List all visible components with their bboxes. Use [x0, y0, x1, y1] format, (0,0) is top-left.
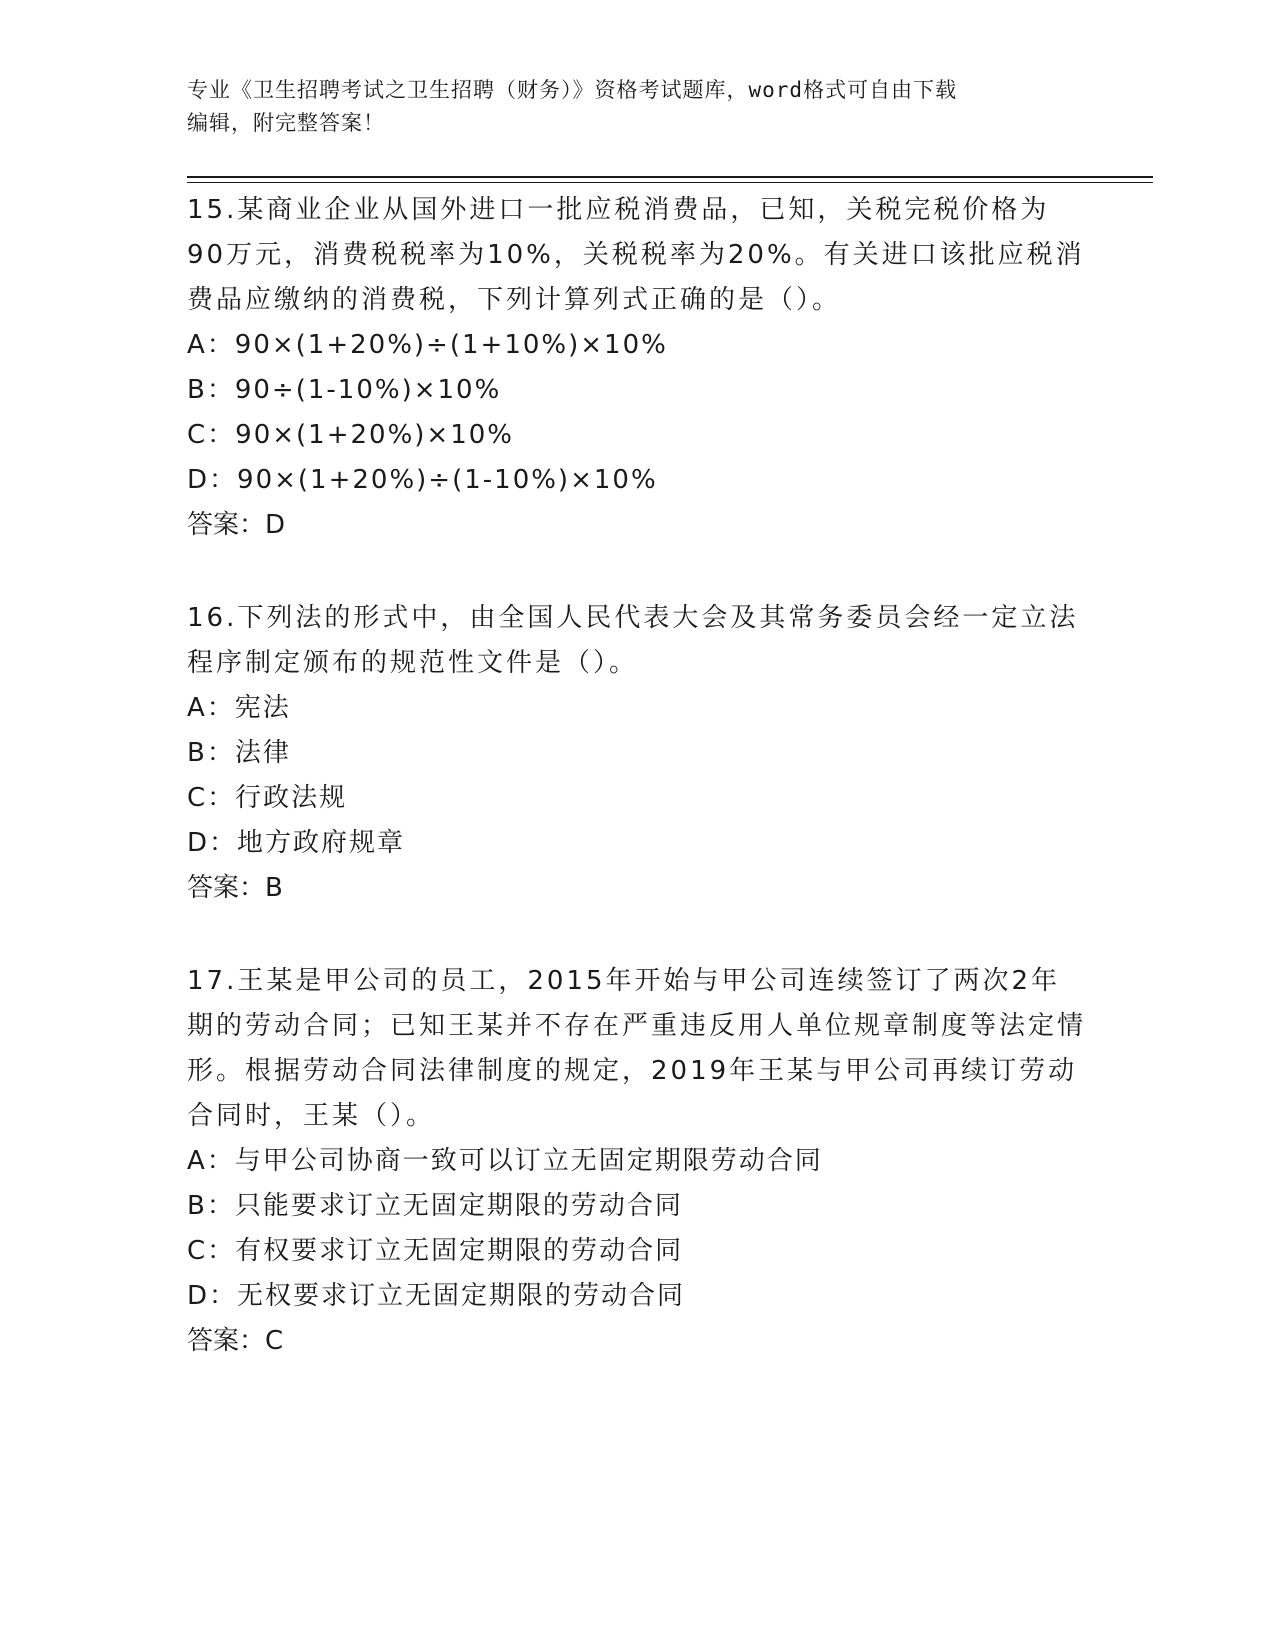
answer-label: 答案：D [187, 510, 286, 540]
option-d: D：90×(1+20%)÷(1-10%)×10% [187, 465, 658, 495]
option-b: B：只能要求订立无固定期限的劳动合同 [187, 1191, 683, 1221]
header-line-1: 专业《卫生招聘考试之卫生招聘（财务）》资格考试题库，word格式可自由下载 [187, 78, 958, 102]
option-c: C：有权要求订立无固定期限的劳动合同 [187, 1236, 684, 1266]
option-c: C：90×(1+20%)×10% [187, 420, 515, 450]
question-17 [187, 959, 1087, 1364]
option-a: A：90×(1+20%)÷(1+10%)×10% [187, 330, 668, 360]
question-list [187, 188, 1087, 1412]
answer-label: 答案：B [187, 873, 283, 903]
option-b: B：法律 [187, 738, 291, 768]
question-15 [187, 188, 1087, 548]
question-16 [187, 596, 1087, 911]
option-a: A：宪法 [187, 693, 291, 723]
header-divider-thin [187, 182, 1153, 183]
header-divider-thick [187, 176, 1153, 178]
header-line-2: 编辑，附完整答案！ [187, 111, 385, 135]
option-d: D：地方政府规章 [187, 828, 406, 858]
option-d: D：无权要求订立无固定期限的劳动合同 [187, 1281, 686, 1311]
question-text: 16.下列法的形式中，由全国人民代表大会及其常务委员会经一定立法程序制定颁布的规范性文件是（）。 [187, 603, 1079, 678]
option-a: A：与甲公司协商一致可以订立无固定期限劳动合同 [187, 1146, 823, 1176]
option-c: C：行政法规 [187, 783, 348, 813]
question-text: 15.某商业企业从国外进口一批应税消费品，已知，关税完税价格为90万元，消费税税率为10%，关税税率为20%。有关进口该批应税消费品应缴纳的消费税，下列计算列式正确的是（）。 [187, 195, 1085, 315]
answer-label: 答案：C [187, 1326, 284, 1356]
question-text: 17.王某是甲公司的员工，2015年开始与甲公司连续签订了两次2年期的劳动合同；已知王某并不存在严重违反用人单位规章制度等法定情形。根据劳动合同法律制度的规定，2019年王某与甲公司再续订劳动合同时，王某（）。 [187, 966, 1087, 1131]
document-header [187, 74, 1067, 140]
option-b: B：90÷(1-10%)×10% [187, 375, 502, 405]
